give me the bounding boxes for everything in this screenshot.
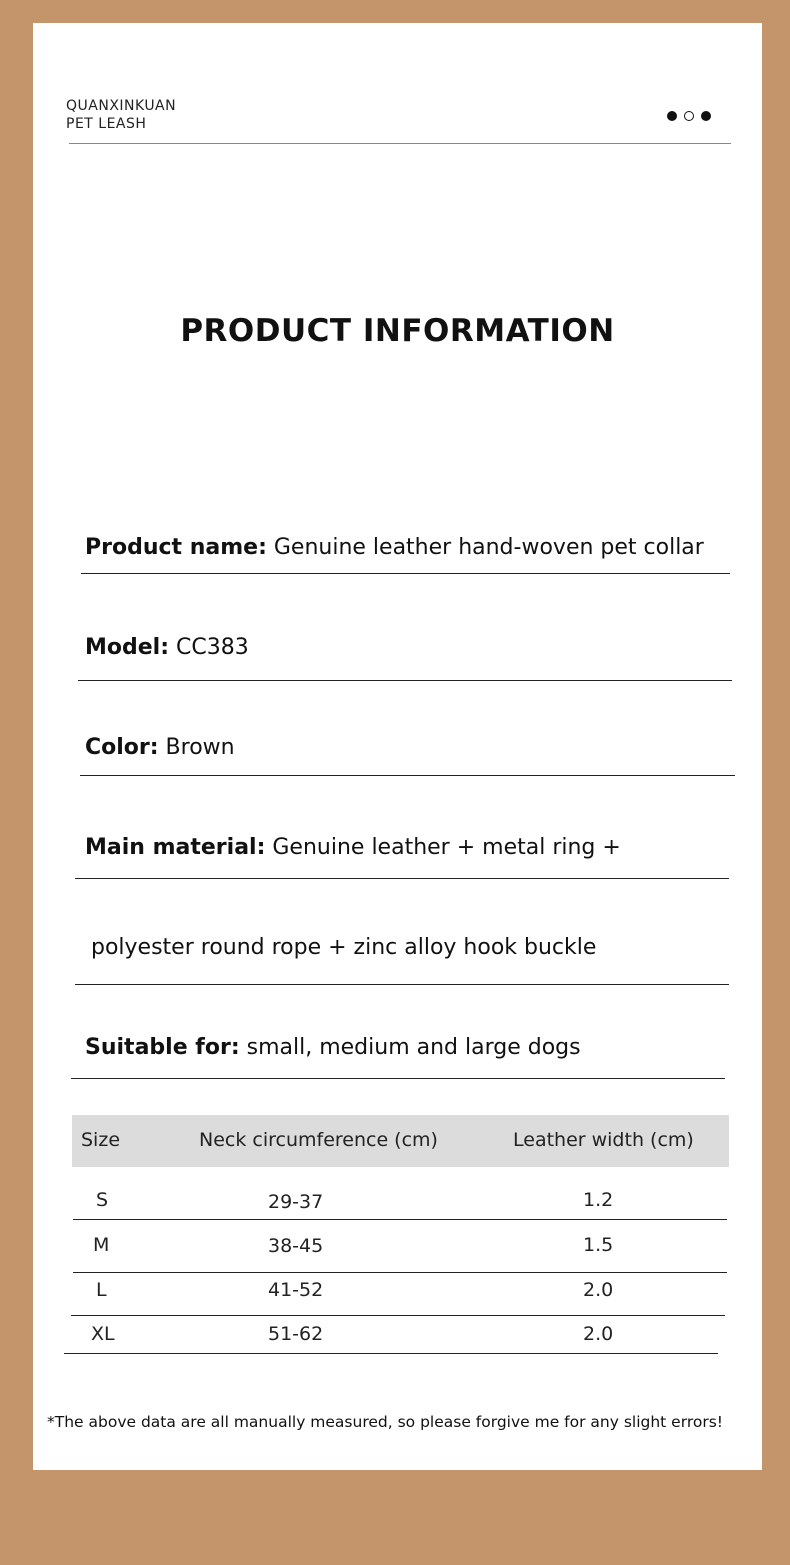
info-value: Brown xyxy=(158,735,235,760)
header-width: Leather width (cm) xyxy=(513,1129,694,1151)
cell-neck: 38-45 xyxy=(268,1235,324,1257)
table-divider xyxy=(73,1272,727,1273)
size-table-header xyxy=(72,1115,729,1167)
info-label: Product name: xyxy=(85,535,267,560)
dot-filled-icon xyxy=(667,111,677,121)
info-row-model xyxy=(85,635,249,660)
info-divider xyxy=(71,1078,725,1079)
info-divider xyxy=(75,984,729,985)
dot-hollow-icon xyxy=(684,111,694,121)
header-neck: Neck circumference (cm) xyxy=(199,1129,438,1151)
info-divider xyxy=(75,878,729,879)
info-row-suitable-for xyxy=(85,1035,581,1060)
info-divider xyxy=(80,775,735,776)
info-label: Color: xyxy=(85,735,159,760)
info-row-product-name xyxy=(85,535,704,560)
info-label: Main material: xyxy=(85,835,266,860)
table-divider xyxy=(73,1219,727,1220)
info-row-main-material xyxy=(85,835,621,860)
info-row-color xyxy=(85,735,235,760)
info-divider xyxy=(81,573,730,574)
cell-neck: 41-52 xyxy=(268,1279,324,1301)
brand-name: QUANXINKUAN xyxy=(66,98,177,114)
dot-filled-icon xyxy=(701,111,711,121)
brand-subtitle: PET LEASH xyxy=(66,116,147,132)
info-row-main-material-cont xyxy=(91,935,596,960)
cell-size: M xyxy=(93,1234,110,1256)
header-size: Size xyxy=(81,1129,121,1151)
product-info-card xyxy=(33,23,762,1470)
cell-width: 2.0 xyxy=(583,1279,614,1301)
header-divider xyxy=(69,143,731,144)
info-divider xyxy=(78,680,732,681)
table-divider xyxy=(71,1315,725,1316)
info-value: small, medium and large dogs xyxy=(239,1035,581,1060)
cell-neck: 29-37 xyxy=(268,1191,324,1213)
brand-label xyxy=(66,97,176,133)
cell-size: XL xyxy=(91,1323,115,1345)
page-title: PRODUCT INFORMATION xyxy=(180,313,615,349)
cell-width: 1.2 xyxy=(583,1189,614,1211)
info-value: CC383 xyxy=(169,635,249,660)
footnote: *The above data are all manually measured, so please forgive me for any slight errors! xyxy=(47,1413,723,1431)
cell-width: 2.0 xyxy=(583,1323,614,1345)
info-value: polyester round rope + zinc alloy hook buckle xyxy=(91,935,597,960)
cell-width: 1.5 xyxy=(583,1234,614,1256)
cell-neck: 51-62 xyxy=(268,1323,324,1345)
info-label: Suitable for: xyxy=(85,1035,240,1060)
cell-size: S xyxy=(96,1189,109,1211)
decorative-dots xyxy=(667,111,711,121)
table-divider xyxy=(64,1353,718,1354)
info-label: Model: xyxy=(85,635,170,660)
cell-size: L xyxy=(96,1279,107,1301)
info-value: Genuine leather hand-woven pet collar xyxy=(266,535,704,560)
info-value: Genuine leather + metal ring + xyxy=(265,835,621,860)
